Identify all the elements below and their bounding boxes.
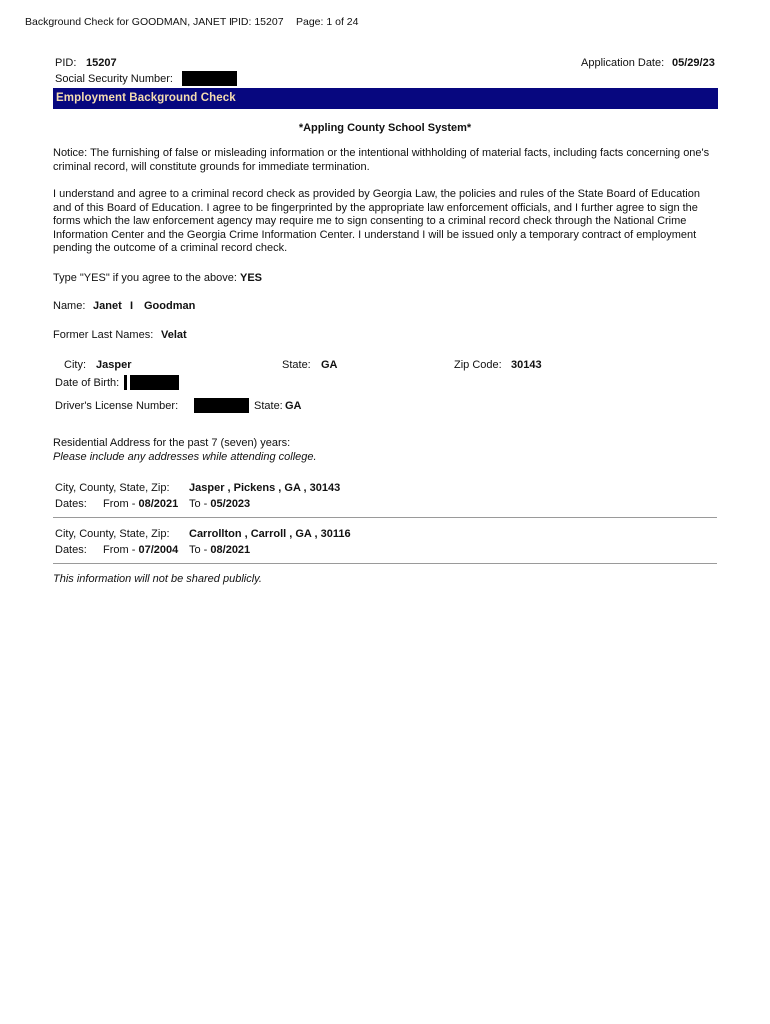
name-middle: I — [130, 300, 134, 312]
city-label: City: — [64, 359, 86, 371]
ssn-redaction — [182, 71, 237, 86]
zip-value: 30143 — [511, 359, 542, 371]
name-last: Goodman — [144, 300, 196, 312]
dates-to — [189, 498, 250, 510]
state-value: GA — [321, 359, 338, 371]
address-label: City, County, State, Zip: — [55, 528, 170, 540]
dates-to — [189, 544, 250, 556]
to-label: To - — [189, 544, 208, 556]
dates-from — [103, 544, 178, 556]
entry-divider — [53, 563, 717, 564]
agreement-text: I understand and agree to a criminal record check as provided by Georgia Law, the policies and rules of the State Board of Education and of this Board of Education. I agree to be fingerprinted by the appropriate law enforcement officials, and I further agree to sign the forms which the law enforcement agency may require me to sign consenting to a criminal record check through the National Crime Information Center and the Georgia Crime Information Center. I understand I will be issued only a temporary contract of employment pending the outcome of a criminal record check. — [53, 188, 700, 254]
to-value: 05/2023 — [210, 498, 251, 510]
from-value: 07/2004 — [138, 544, 179, 556]
consent-value: YES — [240, 272, 263, 284]
residence-heading: Residential Address for the past 7 (seven) years: — [53, 437, 291, 449]
section-banner — [53, 88, 718, 109]
address-value: Carrollton , Carroll , GA , 30116 — [189, 528, 351, 540]
address-value: Jasper , Pickens , GA , 30143 — [189, 482, 341, 494]
district-name: *Appling County School System* — [298, 122, 472, 134]
state-label: State: — [282, 359, 311, 371]
dob-label: Date of Birth: — [55, 377, 120, 389]
application-date-label: Application Date: — [581, 57, 665, 69]
notice-text: Notice: The furnishing of false or misleading information or the intentional withholding of material facts, including facts concerning one's criminal record, will constitute grounds for immediate termination. — [53, 147, 710, 173]
dates-label: Dates: — [55, 544, 87, 556]
section-title: Employment Background Check — [56, 92, 236, 104]
from-value: 08/2021 — [138, 498, 179, 510]
name-first: Janet — [93, 300, 122, 312]
privacy-note: This information will not be shared publicly. — [53, 573, 262, 585]
license-state-value: GA — [285, 400, 302, 412]
to-label: To - — [189, 498, 208, 510]
pid-label: PID: — [55, 57, 77, 69]
former-names-value: Velat — [161, 329, 187, 341]
license-label: Driver's License Number: — [55, 400, 179, 412]
ssn-label: Social Security Number: — [55, 73, 173, 85]
city-value: Jasper — [96, 359, 132, 371]
dob-redaction — [130, 375, 179, 390]
former-names-label: Former Last Names: — [53, 329, 154, 341]
print-header-page: Page: 1 of 24 — [296, 16, 359, 28]
application-date-value: 05/29/23 — [672, 57, 715, 69]
dates-label: Dates: — [55, 498, 87, 510]
license-state-label: State: — [254, 400, 283, 412]
address-label: City, County, State, Zip: — [55, 482, 170, 494]
license-redaction — [194, 398, 249, 413]
entry-divider — [53, 517, 717, 518]
dob-redaction-bar — [124, 375, 127, 390]
consent-label: Type "YES" if you agree to the above: — [53, 272, 237, 284]
print-header-title: Background Check for GOODMAN, JANET I — [25, 16, 232, 28]
print-header-pid: PID: 15207 — [231, 16, 284, 28]
pid-value: 15207 — [86, 57, 117, 69]
name-label: Name: — [53, 300, 86, 312]
zip-label: Zip Code: — [454, 359, 502, 371]
consent-row — [53, 272, 262, 284]
from-label: From - — [103, 498, 136, 510]
to-value: 08/2021 — [210, 544, 251, 556]
dates-from — [103, 498, 178, 510]
from-label: From - — [103, 544, 136, 556]
residence-note: Please include any addresses while attending college. — [53, 451, 317, 463]
